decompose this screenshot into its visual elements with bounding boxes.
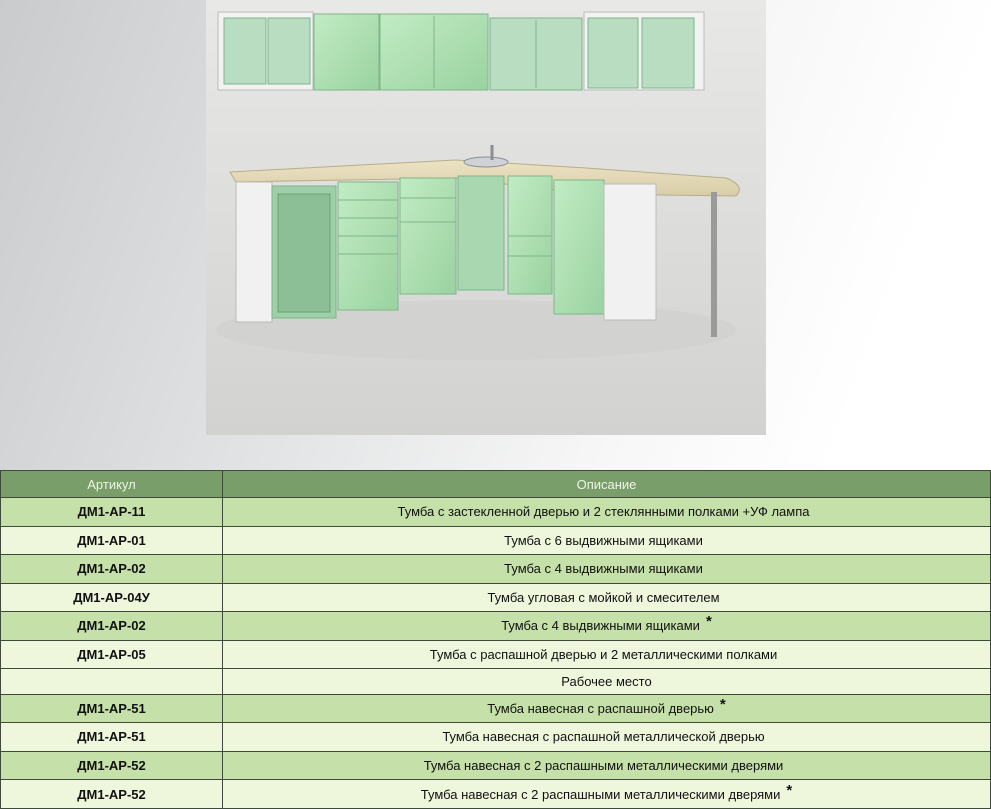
description-cell: Тумба с застекленной дверью и 2 стеклянными полками +УФ лампа — [223, 498, 991, 527]
description-cell: Тумба навесная с 2 распашными металлическими дверями * — [223, 780, 991, 809]
table-row — [1, 555, 991, 584]
article-cell: ДМ1-АР-02 — [1, 555, 223, 584]
column-header-description: Описание — [223, 471, 991, 498]
description-cell: Тумба навесная с распашной металлической дверью — [223, 723, 991, 752]
section-empty-cell — [1, 669, 223, 694]
furniture-illustration — [206, 0, 766, 435]
article-cell: ДМ1-АР-04У — [1, 583, 223, 612]
section-row — [1, 669, 991, 694]
table-row — [1, 583, 991, 612]
article-cell: ДМ1-АР-05 — [1, 640, 223, 669]
table-row — [1, 694, 991, 723]
product-table — [0, 470, 991, 809]
table-row — [1, 780, 991, 809]
description-cell: Тумба с 4 выдвижными ящиками * — [223, 612, 991, 641]
table-row — [1, 751, 991, 780]
table-row — [1, 498, 991, 527]
description-cell: Тумба с 6 выдвижными ящиками — [223, 526, 991, 555]
article-cell: ДМ1-АР-51 — [1, 694, 223, 723]
table-row — [1, 612, 991, 641]
table-row — [1, 640, 991, 669]
table-header-row — [1, 471, 991, 498]
description-cell: Тумба угловая с мойкой и смесителем — [223, 583, 991, 612]
article-cell: ДМ1-АР-11 — [1, 498, 223, 527]
section-title: Рабочее место — [223, 669, 991, 694]
table-row — [1, 526, 991, 555]
description-cell: Тумба навесная с распашной дверью * — [223, 694, 991, 723]
article-cell: ДМ1-АР-51 — [1, 723, 223, 752]
article-cell: ДМ1-АР-52 — [1, 780, 223, 809]
description-cell: Тумба навесная с 2 распашными металлическими дверями — [223, 751, 991, 780]
article-cell: ДМ1-АР-02 — [1, 612, 223, 641]
description-cell: Тумба с распашной дверью и 2 металлическими полками — [223, 640, 991, 669]
article-cell: ДМ1-АР-52 — [1, 751, 223, 780]
wall-cabinets — [218, 12, 704, 90]
table-row — [1, 723, 991, 752]
description-cell: Тумба с 4 выдвижными ящиками — [223, 555, 991, 584]
article-cell: ДМ1-АР-01 — [1, 526, 223, 555]
column-header-article: Артикул — [1, 471, 223, 498]
product-photo — [206, 0, 766, 435]
